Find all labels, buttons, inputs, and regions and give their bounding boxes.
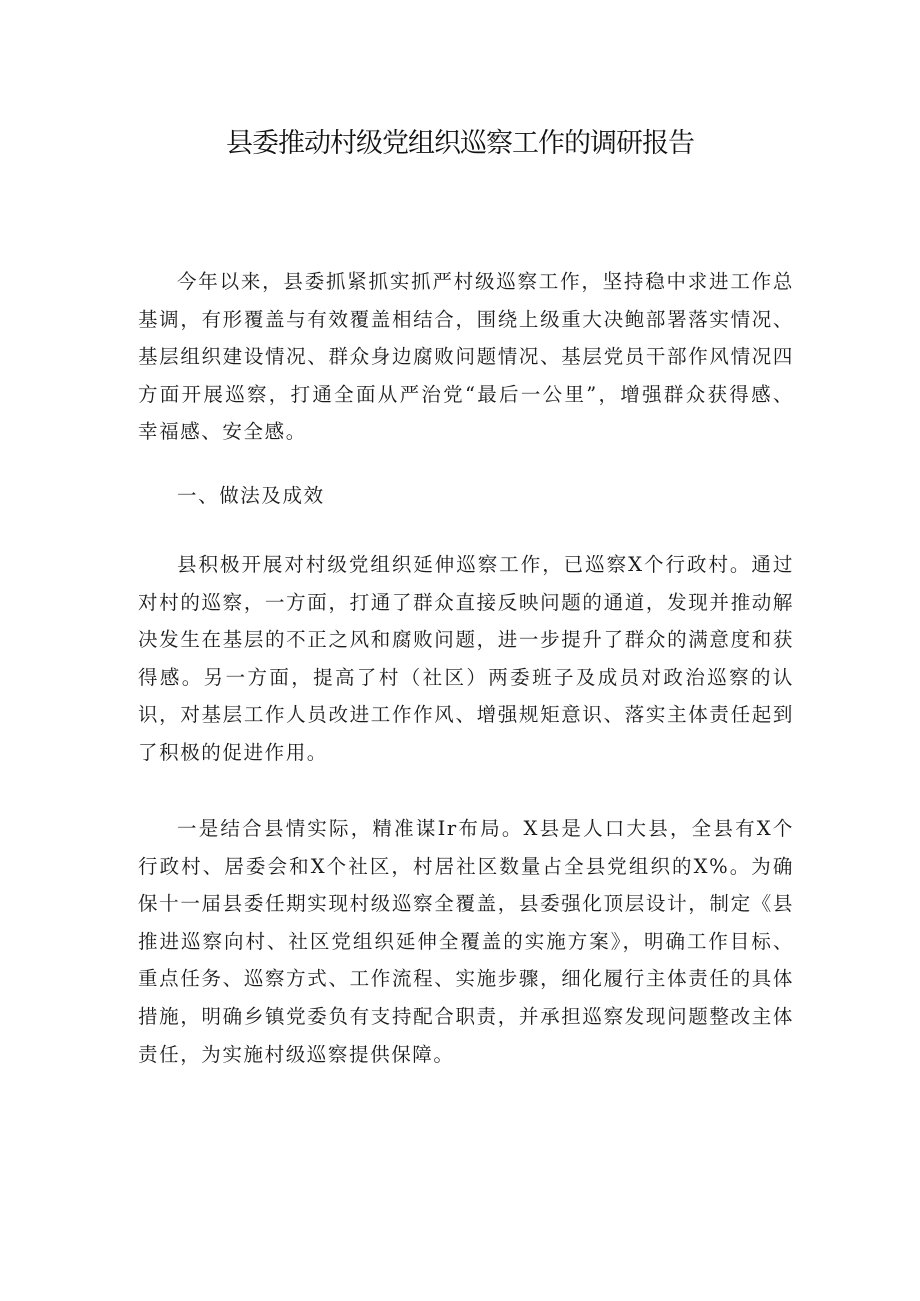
document-title: 县委推动村级党组织巡察工作的调研报告 <box>226 128 694 159</box>
section-heading: 一、做法及成效 <box>177 484 325 507</box>
point-one-paragraph: 一是结合县情实际，精准谋Ir布局。X县是人口大县，全县有X个行政村、居委会和X个社区，村居社区数量占全县党组织的X%。为确保十一届县委任期实现村级巡察全覆盖，县委强化顶层设计，制定《县推进巡察向村、社区党组织延伸全覆盖的实施方案》，明确工作目标、重点任务、巡察方式、工作流程、实施步骤，细化履行主体责任的具体措施，明确乡镇党委负有支持配合职责，并承担巡察发现问题整改主体责任，为实施村级巡察提供保障。 <box>138 817 794 1066</box>
intro-paragraph: 今年以来，县委抓紧抓实抓严村级巡察工作，坚持稳中求进工作总基调，有形覆盖与有效覆盖相结合，围绕上级重大决鲍部署落实情况、基层组织建设情况、群众身边腐败问题情况、基层党员干部作风情况四方面开展巡察，打通全面从严治党“最后一公里”，增强群众获得感、幸福感、安全感。 <box>138 270 794 444</box>
practice-paragraph: 县积极开展对村级党组织延伸巡察工作，已巡察X个行政村。通过对村的巡察，一方面，打通了群众直接反映问题的通道，发现并推动解决发生在基层的不正之风和腐败问题，进一步提升了群众的满意度和获得感。另一方面，提高了村（社区）两委班子及成员对政治巡察的认识，对基层工作人员改进工作作风、增强规矩意识、落实主体责任起到了积极的促进作用。 <box>138 553 794 764</box>
